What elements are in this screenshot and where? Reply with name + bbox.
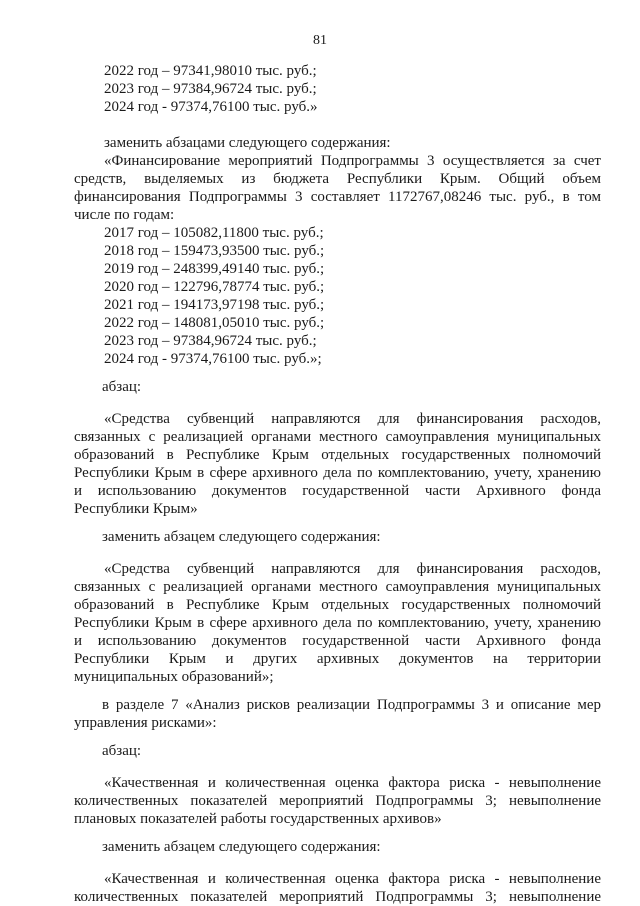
paragraph-line: средств, выделяемых из бюджета Республики Крым. Общий объем xyxy=(74,171,601,187)
document-body xyxy=(74,62,601,906)
paragraph-line: Республики Крым в сфере архивного дела по комплектованию, учету, хранению xyxy=(74,465,601,481)
paragraph-line: «Средства субвенций направляются для финансирования расходов, xyxy=(104,561,601,577)
paragraph-line: связанных с реализацией органами местного самоуправления муниципальных xyxy=(74,429,601,445)
paragraph-line: в разделе 7 «Анализ рисков реализации Подпрограммы 3 и описание мер xyxy=(102,697,601,713)
list-item: 2022 год – 148081,05010 тыс. руб.; xyxy=(104,315,325,331)
list-item: 2019 год – 248399,49140 тыс. руб.; xyxy=(104,261,325,277)
paragraph-line: связанных с реализацией органами местного самоуправления муниципальных xyxy=(74,579,601,595)
list-item: 2024 год - 97374,76100 тыс. руб.»; xyxy=(104,351,322,367)
subvention-new-paragraph xyxy=(74,560,601,686)
paragraph-line: числе по годам: xyxy=(74,207,175,223)
paragraph-line: образований в Республике Крым отдельных государственных полномочий xyxy=(74,597,601,613)
risk-old-paragraph xyxy=(74,774,601,828)
section-7-paragraph xyxy=(74,696,601,732)
paragraph-line: Республики Крым» xyxy=(74,501,198,517)
replace-paragraphs-intro: заменить абзацами следующего содержания: xyxy=(104,135,391,151)
paragraph-line: управления рисками»: xyxy=(74,715,217,731)
paragraph-line: «Качественная и количественная оценка фактора риска - невыполнение xyxy=(104,871,601,887)
paragraph-line: количественных показателей мероприятий Подпрограммы 3; невыполнение xyxy=(74,889,601,905)
list-item: 2023 год – 97384,96724 тыс. руб.; xyxy=(104,333,317,349)
replace-paragraph-intro: заменить абзацем следующего содержания: xyxy=(102,839,381,855)
list-item: 2017 год – 105082,11800 тыс. руб.; xyxy=(104,225,324,241)
financing-paragraph xyxy=(74,152,601,224)
risk-new-paragraph xyxy=(74,870,601,906)
paragraph-line: финансирования Подпрограммы 3 составляет 1172767,08246 тыс. руб., в том xyxy=(74,189,601,205)
list-item: 2023 год – 97384,96724 тыс. руб.; xyxy=(104,81,317,97)
abzac-label: абзац: xyxy=(102,743,142,759)
paragraph-line: и использованию документов государственной части Архивного фонда xyxy=(74,633,601,649)
page-number: 81 xyxy=(313,33,327,48)
paragraph-line: плановых показателей работы государственных архивов» xyxy=(74,811,442,827)
paragraph-line: «Качественная и количественная оценка фактора риска - невыполнение xyxy=(104,775,601,791)
subvention-old-paragraph xyxy=(74,410,601,518)
paragraph-line: «Средства субвенций направляются для финансирования расходов, xyxy=(104,411,601,427)
list-item: 2022 год – 97341,98010 тыс. руб.; xyxy=(104,63,317,79)
top-years-list xyxy=(74,62,601,116)
financing-years-list xyxy=(74,224,601,368)
paragraph-line: образований в Республике Крым отдельных государственных полномочий xyxy=(74,447,601,463)
paragraph-line: количественных показателей мероприятий Подпрограммы 3; невыполнение xyxy=(74,793,601,809)
replace-paragraph-intro: заменить абзацем следующего содержания: xyxy=(102,529,381,545)
list-item: 2018 год – 159473,93500 тыс. руб.; xyxy=(104,243,325,259)
list-item: 2020 год – 122796,78774 тыс. руб.; xyxy=(104,279,325,295)
list-item: 2024 год - 97374,76100 тыс. руб.» xyxy=(104,99,318,115)
paragraph-line: Республики Крым и других архивных документов на территории xyxy=(74,651,601,667)
abzac-label: абзац: xyxy=(102,379,142,395)
paragraph-line: муниципальных образований»; xyxy=(74,669,274,685)
paragraph-line: Республики Крым в сфере архивного дела по комплектованию, учету, хранению xyxy=(74,615,601,631)
list-item: 2021 год – 194173,97198 тыс. руб.; xyxy=(104,297,325,313)
paragraph-line: «Финансирование мероприятий Подпрограммы 3 осуществляется за счет xyxy=(104,153,601,169)
paragraph-line: и использованию документов государственной части Архивного фонда xyxy=(74,483,601,499)
